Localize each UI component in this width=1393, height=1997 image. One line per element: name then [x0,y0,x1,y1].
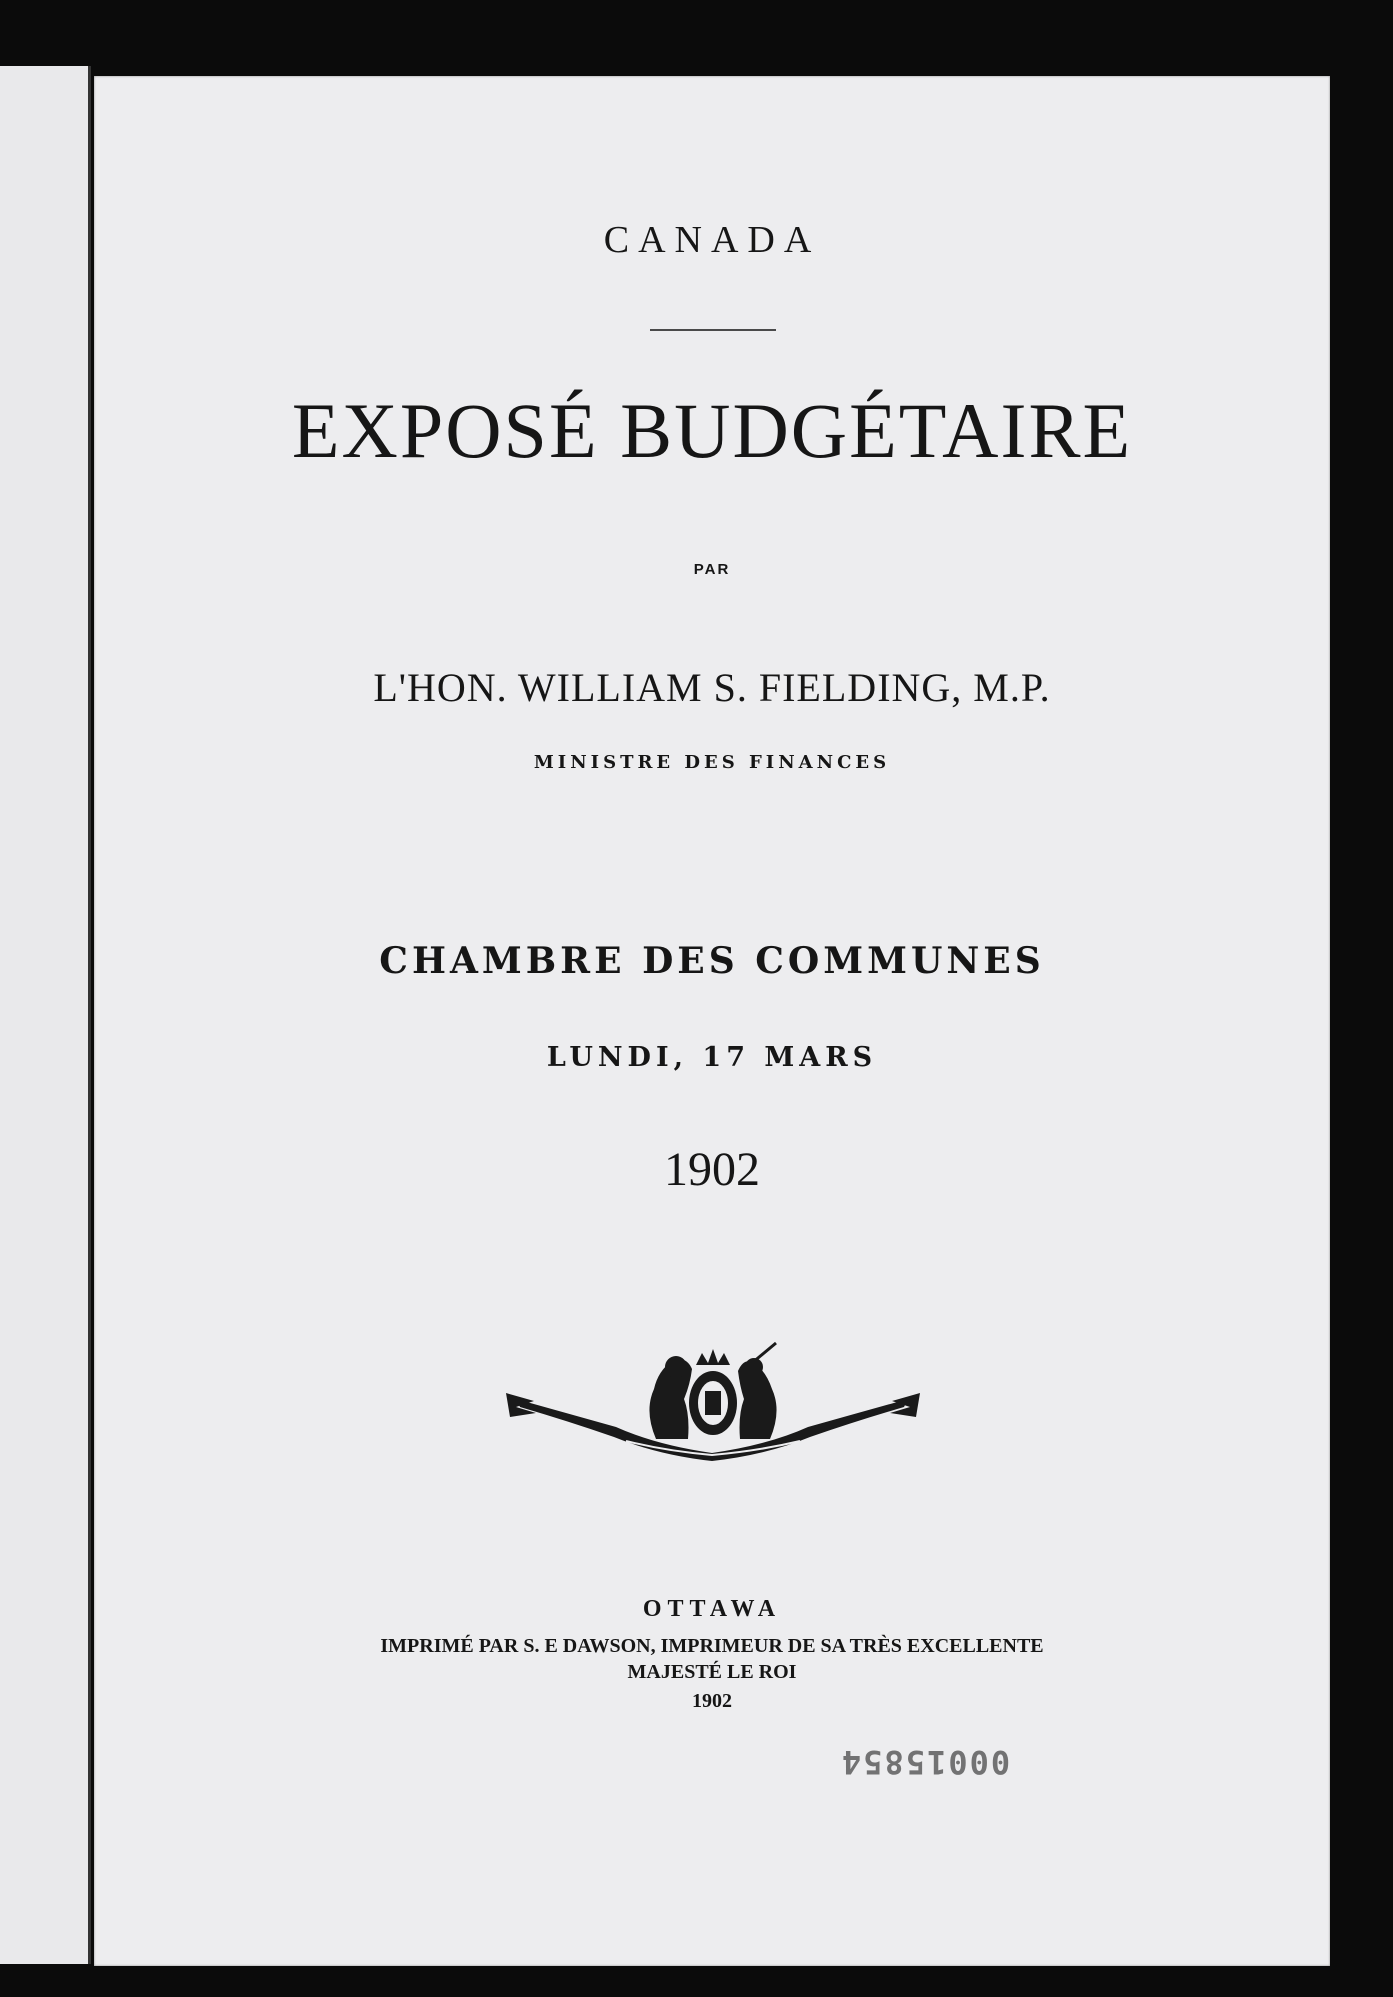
imprint-city: OTTAWA [642,1596,782,1622]
session-year: 1902 [664,1143,760,1196]
royal-coat-of-arms-icon [506,1341,920,1471]
imprint-year: 1902 [692,1690,732,1712]
archive-stamp: 00015854 [840,1743,1011,1781]
page-title: EXPOSÉ BUDGÉTAIRE [291,387,1133,474]
author-name: L'HON. WILLIAM S. FIELDING, M.P. [373,665,1051,710]
session-date: LUNDI, 17 MARS [546,1042,878,1073]
divider-rule [650,329,776,331]
chamber-name: CHAMBRE DES COMMUNES [379,940,1045,982]
imprint-printer: IMPRIMÉ PAR S. E DAWSON, IMPRIMEUR DE SA TRÈS EXCELLENTE [380,1635,1044,1657]
title-page [94,76,1330,1966]
author-role: MINISTRE DES FINANCES [533,752,891,773]
facing-page-edge [0,66,91,1964]
imprint-printer-continued: MAJESTÉ LE ROI [627,1661,797,1683]
country-heading: CANADA [603,219,821,261]
by-label: PAR [693,561,731,578]
